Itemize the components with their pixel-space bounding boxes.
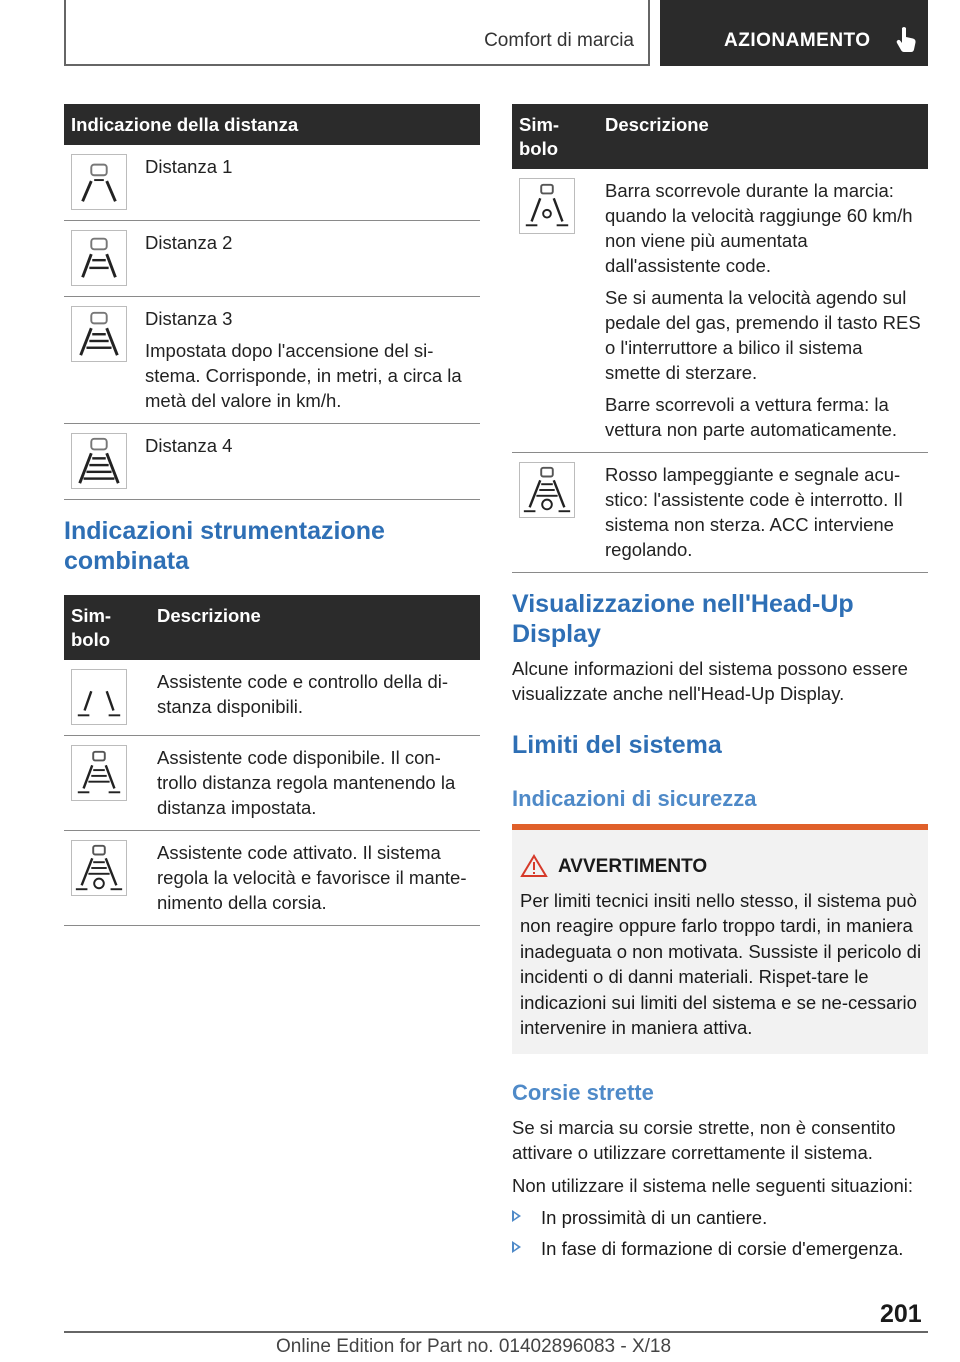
warning-title: AVVERTIMENTO [558, 856, 708, 877]
table-row [64, 145, 480, 221]
right-table-wrap [512, 104, 928, 573]
right-table [512, 104, 928, 573]
table-row [64, 297, 480, 424]
header-chapter-box [660, 0, 928, 66]
list-item-text: In fase di formazione di corsie d'emergenza. [541, 1238, 904, 1259]
distance-2-icon [71, 230, 127, 286]
cluster-table-wrap [64, 595, 480, 926]
lane-bars-driving-icon [519, 178, 575, 234]
header-chapter-title: AZIONAMENTO [724, 30, 871, 51]
list-item-text: In prossimità di un cantiere. [541, 1207, 768, 1228]
hud-heading: Visualizzazione nell'Head-Up Display [512, 590, 854, 648]
table-row [64, 736, 480, 831]
red-blinking-icon [519, 462, 575, 518]
col-symbol-header: Sim-bolo [64, 595, 150, 660]
row-text: Barre scorrevoli a vettura ferma: la vettura non parte automaticamente. [605, 394, 898, 440]
bullet-triangle-icon [512, 1210, 521, 1222]
table-row [64, 831, 480, 926]
cluster-heading: Indicazioni strumentazione combinata [64, 517, 385, 575]
row-text: Distanza 2 [145, 232, 233, 253]
distance-table-wrap [64, 104, 480, 500]
narrow-lanes-heading: Corsie strette [512, 1080, 654, 1105]
row-text: Distanza 1 [145, 156, 233, 177]
warning-body: Per limiti tecnici insiti nello stesso, il sistema può non reagire oppure farlo troppo tardi, in maniera inadeguata o non motivata. Sussiste il pericolo di incidenti o di danni materiali. Rispet-tare le indicazioni sui limiti del sistema e se ne-cessario intervenire in maniera attiva. [520, 890, 922, 1039]
table-row [64, 660, 480, 736]
warning-triangle-icon [520, 854, 548, 878]
table-row [512, 169, 928, 453]
row-text: Assistente code e controllo della di-stanza disponibili. [157, 671, 449, 717]
narrow-lanes-p2: Non utilizzare il sistema nelle seguenti situazioni: [512, 1175, 914, 1196]
footer-text: Online Edition for Part no. 01402896083 - X/18 [276, 1336, 672, 1357]
row-text: Assistente code attivato. Il sistema regola la velocità e favorisce il mante-nimento della corsia. [157, 842, 467, 913]
col-description-header: Descrizione [150, 595, 480, 660]
distance-3-icon [71, 306, 127, 362]
col-description-header: Descrizione [598, 104, 928, 169]
row-text: Distanza 3 [145, 308, 233, 329]
bullet-triangle-icon [512, 1241, 521, 1253]
row-text: Se si aumenta la velocità agendo sul pedale del gas, premendo il tasto RES o l'interruttore a bilico il sistema smette di sterzare. [605, 287, 921, 383]
cluster-table [64, 595, 480, 926]
col-symbol-header: Sim-bolo [512, 104, 598, 169]
warning-box [512, 824, 928, 1054]
distance-4-icon [71, 433, 127, 489]
page-number: 201 [880, 1300, 922, 1328]
table-row [64, 424, 480, 500]
queue-assist-active-icon [71, 840, 127, 896]
row-text: Assistente code disponibile. Il con-trollo distanza regola mantenendo la distanza impostata. [157, 747, 456, 818]
pointing-hand-icon [896, 26, 918, 52]
row-text: Barra scorrevole durante la marcia: quando la velocità raggiunge 60 km/h non viene più aumentata dall'assistente code. [605, 180, 913, 276]
distance-table-header: Indicazione della distanza [64, 104, 480, 145]
row-text: Impostata dopo l'accensione del si-stema. Corrisponde, in metri, a circa la metà del valore in km/h. [145, 340, 462, 411]
safety-subheading: Indicazioni di sicurezza [512, 786, 757, 811]
distance-table [64, 104, 480, 500]
lanes-available-icon [71, 669, 127, 725]
row-text: Rosso lampeggiante e segnale acu-stico: l'assistente code è interrotto. Il sistema non sterza. ACC interviene regolando. [605, 464, 903, 560]
header-section-title: Comfort di marcia [484, 30, 634, 51]
hud-body: Alcune informazioni del sistema possono essere visualizzate anche nell'Head-Up Display. [512, 658, 908, 704]
queue-assist-available-icon [71, 745, 127, 801]
header-section-box [64, 0, 650, 66]
footer-divider [64, 1331, 928, 1333]
table-row [64, 221, 480, 297]
row-text: Distanza 4 [145, 435, 233, 456]
distance-1-icon [71, 154, 127, 210]
narrow-lanes-p1: Se si marcia su corsie strette, non è consentito attivare o utilizzare correttamente il sistema. [512, 1117, 896, 1163]
limits-heading: Limiti del sistema [512, 731, 722, 759]
table-row [512, 453, 928, 573]
